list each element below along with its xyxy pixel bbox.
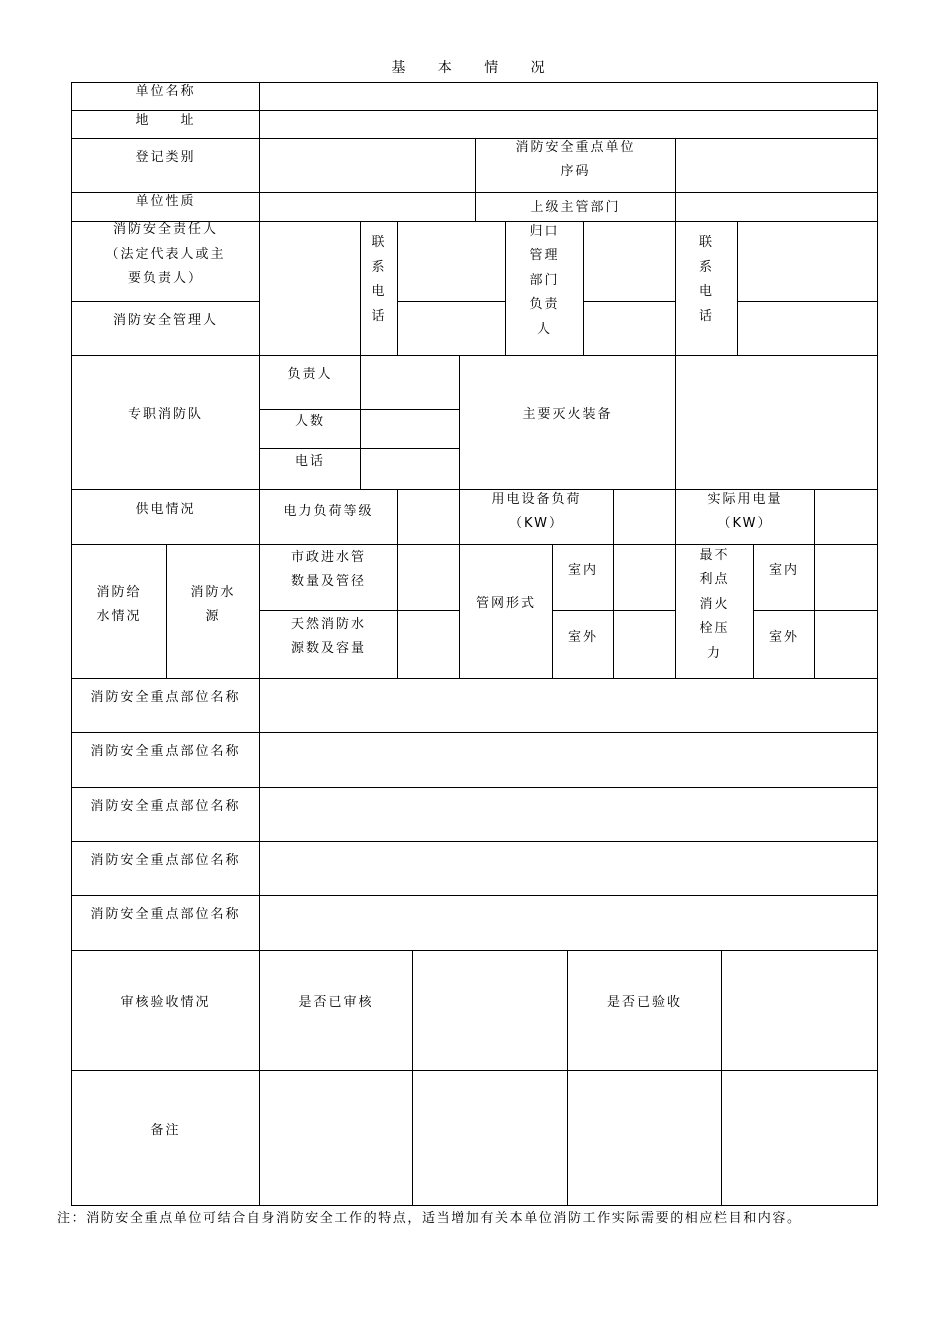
contact-phone-label-1: 联 系 电 话 <box>371 235 387 324</box>
natural-sources-label: 天然消防水 源数及容量 <box>290 616 366 656</box>
contact-phone-label-2: 联 系 电 话 <box>698 235 714 324</box>
outdoor-label-2: 室外 <box>768 629 799 645</box>
reviewed-label: 是否已审核 <box>298 994 374 1010</box>
key-part-name-label: 消防安全重点部位名称 <box>90 798 241 814</box>
unit-nature-label: 单位性质 <box>135 193 196 209</box>
load-level-label: 电力负荷等级 <box>283 503 374 519</box>
brigade-phone-label: 电话 <box>294 453 325 469</box>
safety-responsible-label: 消防安全责任人 （法定代表人或主 要负责人） <box>105 222 226 287</box>
accepted-label: 是否已验收 <box>606 994 682 1010</box>
remarks-label: 备注 <box>150 1122 181 1138</box>
brigade-count-label: 人数 <box>294 413 325 429</box>
water-source-label: 消防水 源 <box>190 584 236 624</box>
indoor-label-1: 室内 <box>567 562 598 578</box>
power-supply-label: 供电情况 <box>135 501 196 517</box>
pipe-network-label: 管网形式 <box>475 595 536 611</box>
fire-brigade-label: 专职消防队 <box>127 406 203 422</box>
hydrant-pressure-label: 最不 利点 消火 栓压 力 <box>699 547 730 661</box>
footnote: 注：消防安全重点单位可结合自身消防安全工作的特点，适当增加有关本单位消防工作实际需要的相应栏目和内容。 <box>57 1211 802 1226</box>
registration-category-label: 登记类别 <box>135 149 196 165</box>
address-label: 地 址 <box>135 112 196 128</box>
outdoor-label-1: 室外 <box>567 629 598 645</box>
supervising-dept-label: 上级主管部门 <box>530 199 621 215</box>
safety-manager-label: 消防安全管理人 <box>112 312 218 328</box>
unit-name-label: 单位名称 <box>135 83 196 99</box>
key-part-name-label: 消防安全重点部位名称 <box>90 743 241 759</box>
key-part-name-label: 消防安全重点部位名称 <box>90 852 241 868</box>
review-acceptance-label: 审核验收情况 <box>120 994 211 1010</box>
equipment-load-label: 用电设备负荷 （KW） <box>491 491 582 531</box>
municipal-pipes-label: 市政进水管 数量及管径 <box>290 549 366 589</box>
key-part-name-label: 消防安全重点部位名称 <box>90 689 241 705</box>
indoor-label-2: 室内 <box>768 562 799 578</box>
key-unit-code-label: 消防安全重点单位 序码 <box>515 139 636 179</box>
key-part-name-label: 消防安全重点部位名称 <box>90 906 241 922</box>
brigade-leader-label: 负责人 <box>287 366 333 382</box>
main-equipment-label: 主要灭火装备 <box>522 406 613 422</box>
dept-head-label: 归口 管理 部门 负责 人 <box>529 223 560 337</box>
page-title: 基 本 情 况 <box>391 60 559 76</box>
actual-consumption-label: 实际用电量 （KW） <box>707 491 783 531</box>
water-supply-label: 消防给 水情况 <box>96 584 142 624</box>
